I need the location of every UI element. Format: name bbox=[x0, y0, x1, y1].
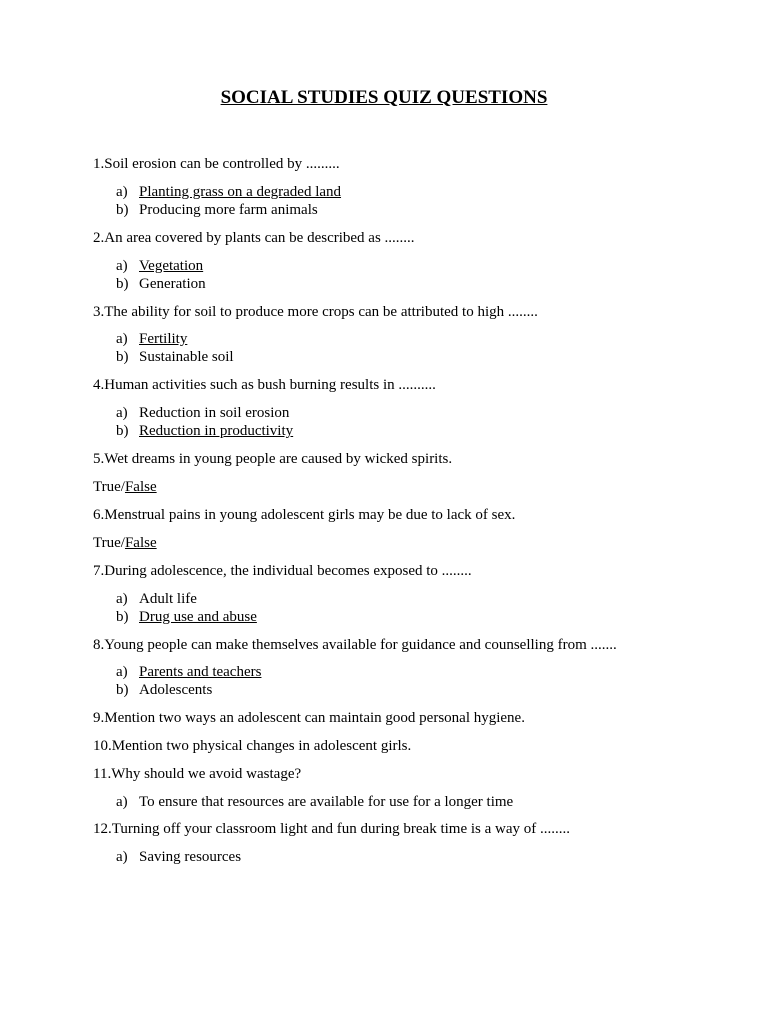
option-letter: b) bbox=[116, 423, 129, 439]
option-text: Generation bbox=[139, 276, 206, 292]
option-text: Producing more farm animals bbox=[139, 202, 318, 218]
tf-separator: / bbox=[120, 479, 125, 495]
option-letter: b) bbox=[116, 349, 129, 365]
option-text-answer: Reduction in productivity bbox=[139, 423, 294, 439]
question-12: 12.Turning off your classroom light and fun during break time is a way of ........ bbox=[93, 821, 571, 837]
option-8a bbox=[116, 663, 261, 681]
false-label-answer: False bbox=[124, 535, 157, 551]
false-label-answer: False bbox=[124, 479, 157, 495]
option-letter: a) bbox=[116, 184, 128, 200]
question-7: 7.During adolescence, the individual becomes exposed to ........ bbox=[93, 563, 472, 579]
question-3: 3.The ability for soil to produce more crops can be attributed to high ........ bbox=[93, 304, 538, 320]
option-8b bbox=[116, 681, 212, 699]
true-false-5 bbox=[93, 478, 157, 496]
option-1a bbox=[116, 183, 341, 201]
question-4: 4.Human activities such as bush burning results in .......... bbox=[93, 377, 436, 393]
option-12a bbox=[116, 848, 241, 866]
option-letter: a) bbox=[116, 664, 128, 680]
true-false-6 bbox=[93, 534, 157, 552]
option-letter: a) bbox=[116, 591, 128, 607]
question-8: 8.Young people can make themselves available for guidance and counselling from ....... bbox=[93, 637, 617, 653]
true-label: True bbox=[93, 535, 121, 551]
tf-separator: / bbox=[120, 535, 125, 551]
option-2a bbox=[116, 257, 203, 275]
option-text: Adolescents bbox=[139, 682, 213, 698]
option-4b bbox=[116, 422, 293, 440]
question-9: 9.Mention two ways an adolescent can maintain good personal hygiene. bbox=[93, 710, 525, 726]
option-3a bbox=[116, 330, 187, 348]
option-text: Adult life bbox=[139, 591, 197, 607]
question-11: 11.Why should we avoid wastage? bbox=[93, 766, 302, 782]
option-2b bbox=[116, 275, 206, 293]
option-text-answer: Planting grass on a degraded land bbox=[139, 184, 342, 200]
option-text: Sustainable soil bbox=[139, 349, 234, 365]
option-letter: b) bbox=[116, 682, 129, 698]
option-text: Reduction in soil erosion bbox=[139, 405, 290, 421]
question-10: 10.Mention two physical changes in adolescent girls. bbox=[93, 738, 412, 754]
option-letter: b) bbox=[116, 276, 129, 292]
option-text: Saving resources bbox=[139, 849, 242, 865]
option-letter: a) bbox=[116, 258, 128, 274]
option-text: To ensure that resources are available for use for a longer time bbox=[139, 794, 514, 810]
option-letter: a) bbox=[116, 794, 128, 810]
option-text-answer: Drug use and abuse bbox=[139, 609, 257, 625]
option-letter: b) bbox=[116, 609, 129, 625]
option-letter: b) bbox=[116, 202, 129, 218]
option-4a bbox=[116, 404, 289, 422]
question-6: 6.Menstrual pains in young adolescent girls may be due to lack of sex. bbox=[93, 507, 516, 523]
option-7b bbox=[116, 608, 257, 626]
question-2: 2.An area covered by plants can be described as ........ bbox=[93, 230, 415, 246]
option-text-answer: Vegetation bbox=[139, 258, 204, 274]
question-5: 5.Wet dreams in young people are caused by wicked spirits. bbox=[93, 451, 453, 467]
option-1b bbox=[116, 201, 318, 219]
option-11a bbox=[116, 793, 513, 811]
option-letter: a) bbox=[116, 331, 128, 347]
question-1: 1.Soil erosion can be controlled by ......... bbox=[93, 156, 340, 172]
option-letter: a) bbox=[116, 849, 128, 865]
option-7a bbox=[116, 590, 197, 608]
option-letter: a) bbox=[116, 405, 128, 421]
option-text-answer: Parents and teachers bbox=[139, 664, 262, 680]
option-3b bbox=[116, 348, 234, 366]
true-label: True bbox=[93, 479, 121, 495]
option-text-answer: Fertility bbox=[139, 331, 188, 347]
page-title: SOCIAL STUDIES QUIZ QUESTIONS bbox=[220, 87, 548, 108]
